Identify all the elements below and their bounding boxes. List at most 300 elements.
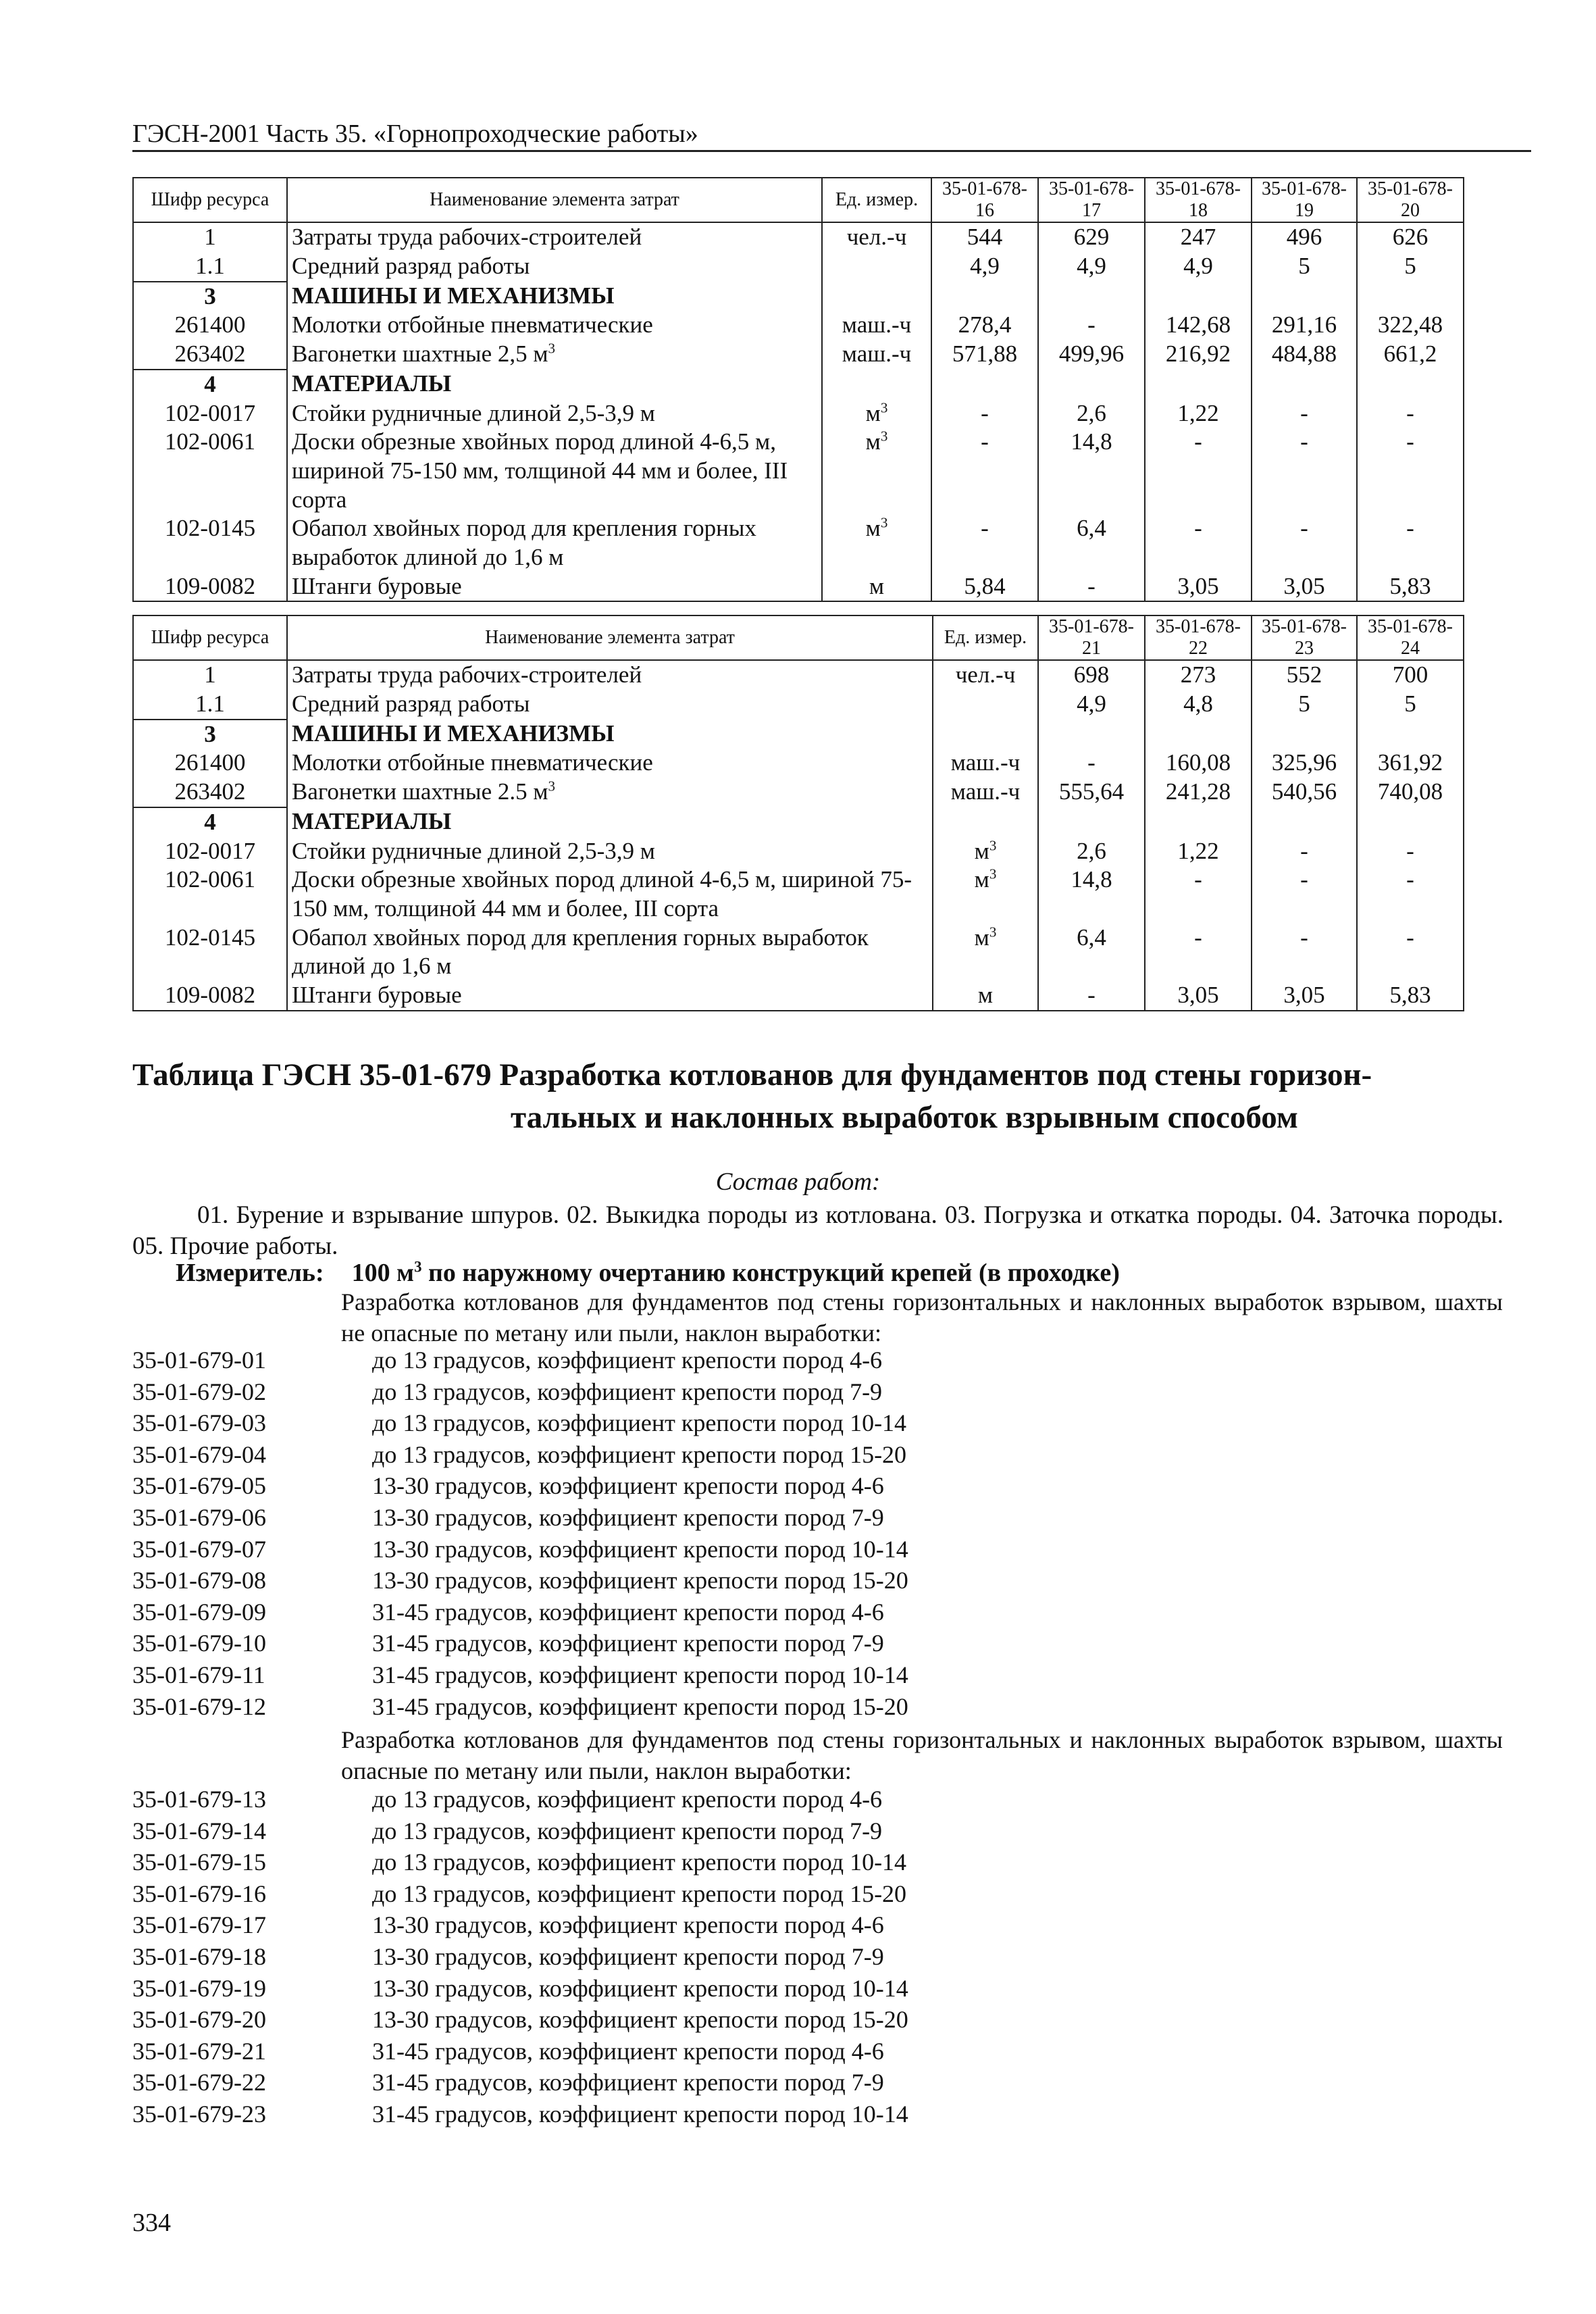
cell-name-text: Доски обрезные хвойных пород длиной 4-6,5 м, шириной 75-150 мм, толщиной 44 мм и более, III сорта <box>292 866 912 922</box>
item-text: до 13 градусов, коэффициент крепости пород 7-9 <box>372 1378 883 1405</box>
cell-value: 6,4 <box>1038 514 1145 572</box>
item-code: 35-01-679-11 <box>132 1661 265 1688</box>
cell-unit <box>933 778 1038 807</box>
cell-value: - <box>1252 924 1357 981</box>
cell-unit-text: м <box>974 866 989 893</box>
cell-value <box>1357 807 1464 837</box>
group-2-list <box>132 1784 908 2130</box>
table-row <box>133 924 1464 981</box>
table-row <box>133 340 1464 370</box>
cell-value: 544 <box>931 222 1038 252</box>
list-item <box>132 1973 908 2005</box>
cell-value <box>1038 282 1145 311</box>
cell-code: 1.1 <box>133 690 287 720</box>
cell-value: 2,6 <box>1038 837 1145 866</box>
table-title-line-2: тальных и наклонных выработок взрывным способом <box>511 1100 1298 1136</box>
item-text: до 13 градусов, коэффициент крепости пород 10-14 <box>372 1409 907 1437</box>
cell-unit-sup: 3 <box>989 923 997 940</box>
cell-name-text: Штанги буровые <box>292 572 462 599</box>
measure-desc: по наружному очертанию конструкций крепей (в проходке) <box>421 1259 1120 1287</box>
cell-name-text: МАШИНЫ И МЕХАНИЗМЫ <box>292 720 615 747</box>
item-text: до 13 градусов, коэффициент крепости пород 7-9 <box>372 1817 883 1844</box>
cell-unit <box>822 340 931 370</box>
cell-name <box>287 222 822 252</box>
cell-code: 102-0017 <box>133 837 287 866</box>
cell-unit-sup: 3 <box>989 836 997 853</box>
list-item <box>132 1878 908 1910</box>
header-rate-code: 35-01-678-17 <box>1038 178 1145 222</box>
item-code: 35-01-679-07 <box>132 1535 266 1563</box>
cell-value: 241,28 <box>1145 778 1252 807</box>
table-header-row <box>133 178 1464 222</box>
cell-name-text: МАШИНЫ И МЕХАНИЗМЫ <box>292 282 615 309</box>
cell-name <box>287 311 822 340</box>
cell-value <box>1252 720 1357 749</box>
section-row <box>133 370 1464 399</box>
cell-value: 496 <box>1252 222 1357 252</box>
item-code: 35-01-679-09 <box>132 1598 266 1626</box>
cell-name-sup: 3 <box>548 340 555 357</box>
item-text: 13-30 градусов, коэффициент крепости пород 7-9 <box>372 1503 884 1531</box>
cell-name <box>287 428 822 514</box>
cell-name <box>287 807 933 837</box>
item-text: 13-30 градусов, коэффициент крепости пород 10-14 <box>372 1974 908 2002</box>
cell-value: - <box>1252 514 1357 572</box>
cell-name-text: Средний разряд работы <box>292 253 530 280</box>
list-item <box>132 1439 908 1471</box>
measure-unit-sup: 3 <box>414 1258 422 1276</box>
cell-unit-text: м <box>865 428 881 455</box>
item-code: 35-01-679-16 <box>132 1880 266 1907</box>
item-text: 31-45 градусов, коэффициент крепости пород 7-9 <box>372 1630 884 1657</box>
cell-value: - <box>1357 924 1464 981</box>
cell-unit <box>822 311 931 340</box>
cell-name <box>287 837 933 866</box>
cell-unit <box>933 981 1038 1011</box>
cell-name <box>287 399 822 428</box>
list-item <box>132 1941 908 1973</box>
cell-unit <box>822 252 931 282</box>
cell-value: - <box>1252 865 1357 923</box>
cell-value: 247 <box>1145 222 1252 252</box>
item-code: 35-01-679-17 <box>132 1911 266 1939</box>
cell-value: 5 <box>1357 690 1464 720</box>
cell-value <box>1145 807 1252 837</box>
cell-name <box>287 924 933 981</box>
cell-value <box>1145 720 1252 749</box>
header-rate-code: 35-01-678-22 <box>1145 615 1252 660</box>
item-text: 13-30 градусов, коэффициент крепости пород 7-9 <box>372 1942 884 1970</box>
list-item <box>132 2036 908 2067</box>
cell-code: 261400 <box>133 311 287 340</box>
cell-unit-text: м <box>869 572 885 599</box>
cell-unit-text: м <box>974 837 989 864</box>
cell-unit <box>822 370 931 399</box>
table-title <box>132 1054 1503 1140</box>
cell-code: 3 <box>133 282 287 311</box>
page-number: 334 <box>132 2209 171 2237</box>
cell-unit <box>822 514 931 572</box>
table-row <box>133 311 1464 340</box>
item-code: 35-01-679-06 <box>132 1503 266 1531</box>
cell-name-text: МАТЕРИАЛЫ <box>292 370 452 397</box>
cell-value: 5 <box>1357 252 1464 282</box>
header-rule <box>132 150 1531 152</box>
cell-unit-text: м <box>974 924 989 951</box>
cell-unit-text: маш.-ч <box>950 749 1021 776</box>
header-unit: Ед. измер. <box>933 615 1038 660</box>
list-item <box>132 1909 908 1941</box>
cell-value: 5,83 <box>1357 981 1464 1011</box>
table-row <box>133 399 1464 428</box>
list-item <box>132 1596 908 1628</box>
cell-name <box>287 865 933 923</box>
cell-value: 1,22 <box>1145 399 1252 428</box>
table-row <box>133 222 1464 252</box>
section-row <box>133 282 1464 311</box>
item-code: 35-01-679-21 <box>132 2037 266 2065</box>
cell-unit <box>933 690 1038 720</box>
cell-name <box>287 514 822 572</box>
cell-value: 325,96 <box>1252 749 1357 778</box>
cell-code: 3 <box>133 720 287 749</box>
item-code: 35-01-679-13 <box>132 1786 266 1813</box>
cell-code: 261400 <box>133 749 287 778</box>
item-text: 31-45 градусов, коэффициент крепости пород 7-9 <box>372 2069 884 2096</box>
cell-code: 109-0082 <box>133 981 287 1011</box>
cell-unit-sup: 3 <box>880 428 888 445</box>
cell-code: 4 <box>133 807 287 837</box>
item-code: 35-01-679-05 <box>132 1472 266 1500</box>
item-text: 13-30 градусов, коэффициент крепости пород 10-14 <box>372 1535 908 1563</box>
cell-value <box>931 282 1038 311</box>
cell-value: 499,96 <box>1038 340 1145 370</box>
cell-value: 626 <box>1357 222 1464 252</box>
cell-name <box>287 981 933 1011</box>
running-header: ГЭСН-2001 Часть 35. «Горнопроходческие работы» <box>132 120 698 148</box>
cell-value: - <box>1038 981 1145 1011</box>
item-text: до 13 градусов, коэффициент крепости пород 10-14 <box>372 1848 907 1876</box>
table-title-line-1: Таблица ГЭСН 35-01-679 Разработка котлованов для фундаментов под стены горизон- <box>132 1057 1372 1092</box>
cell-unit-text: м <box>865 399 881 426</box>
cell-name-text: Доски обрезные хвойных пород длиной 4-6,5 м, шириной 75-150 мм, толщиной 44 мм и более, III сорта <box>292 428 788 513</box>
cell-unit <box>822 222 931 252</box>
cell-value: 14,8 <box>1038 865 1145 923</box>
table-row <box>133 690 1464 720</box>
cell-code: 1.1 <box>133 252 287 282</box>
item-code: 35-01-679-01 <box>132 1347 266 1374</box>
cell-name <box>287 778 933 807</box>
cell-value: 700 <box>1357 660 1464 690</box>
cell-value: 142,68 <box>1145 311 1252 340</box>
cell-value: - <box>931 399 1038 428</box>
section-row <box>133 807 1464 837</box>
cell-value: - <box>1038 311 1145 340</box>
cell-value: - <box>931 428 1038 514</box>
header-name: Наименование элемента затрат <box>287 615 933 660</box>
cell-unit-text: маш.-ч <box>950 778 1021 805</box>
item-text: 13-30 градусов, коэффициент крепости пород 15-20 <box>372 2006 908 2034</box>
cell-name <box>287 572 822 602</box>
list-item <box>132 1784 908 1815</box>
cell-name <box>287 370 822 399</box>
cell-value: - <box>1357 428 1464 514</box>
cell-unit <box>933 837 1038 866</box>
list-item <box>132 1659 908 1691</box>
cell-value: 698 <box>1038 660 1145 690</box>
cell-value: 4,9 <box>1145 252 1252 282</box>
cell-code: 102-0145 <box>133 514 287 572</box>
cell-value: 322,48 <box>1357 311 1464 340</box>
cell-unit <box>933 807 1038 837</box>
cell-code: 102-0145 <box>133 924 287 981</box>
cell-value <box>1357 282 1464 311</box>
cell-name-text: Средний разряд работы <box>292 690 530 718</box>
cell-name <box>287 282 822 311</box>
cell-value: 555,64 <box>1038 778 1145 807</box>
cell-value: 540,56 <box>1252 778 1357 807</box>
cell-unit <box>933 749 1038 778</box>
list-item <box>132 1534 908 1565</box>
cell-value <box>1252 807 1357 837</box>
list-item <box>132 1628 908 1659</box>
cell-unit-sup: 3 <box>880 514 888 531</box>
header-rate-code: 35-01-678-21 <box>1038 615 1145 660</box>
cell-value: 3,05 <box>1252 981 1357 1011</box>
table-header-row <box>133 615 1464 660</box>
cell-value <box>1038 807 1145 837</box>
cell-value: 4,8 <box>1145 690 1252 720</box>
table-row <box>133 837 1464 866</box>
list-item <box>132 1376 908 1408</box>
cell-name <box>287 720 933 749</box>
cell-value: - <box>1145 924 1252 981</box>
cell-value: 160,08 <box>1145 749 1252 778</box>
cell-value: 5,84 <box>931 572 1038 602</box>
cell-value: - <box>1145 865 1252 923</box>
item-code: 35-01-679-08 <box>132 1567 266 1594</box>
cell-code: 263402 <box>133 340 287 370</box>
cell-value: 6,4 <box>1038 924 1145 981</box>
cell-code: 1 <box>133 222 287 252</box>
group-1-title: Разработка котлованов для фундаментов под стены горизонтальных и наклонных выработок взрывом, шахты не опасные по метану или пыли, наклон выработки: <box>341 1288 1503 1347</box>
cell-value: 216,92 <box>1145 340 1252 370</box>
cell-value <box>1038 370 1145 399</box>
cell-value <box>1252 282 1357 311</box>
item-text: 31-45 градусов, коэффициент крепости пород 4-6 <box>372 1598 884 1626</box>
cell-value: - <box>1038 572 1145 602</box>
item-code: 35-01-679-23 <box>132 2100 266 2128</box>
cell-code: 263402 <box>133 778 287 807</box>
list-item <box>132 1846 908 1878</box>
cell-name-text: Затраты труда рабочих-строителей <box>292 661 642 688</box>
item-text: 31-45 градусов, коэффициент крепости пород 4-6 <box>372 2037 884 2065</box>
cell-value: 740,08 <box>1357 778 1464 807</box>
cell-name-text: Вагонетки шахтные 2.5 м <box>292 778 548 805</box>
cell-unit-sup: 3 <box>880 399 888 416</box>
cell-code: 102-0061 <box>133 428 287 514</box>
cell-name <box>287 660 933 690</box>
cell-value: 278,4 <box>931 311 1038 340</box>
measure-line <box>176 1258 1120 1288</box>
measure-unit: 100 м <box>351 1259 415 1287</box>
list-item <box>132 1815 908 1847</box>
cell-value: 629 <box>1038 222 1145 252</box>
group-1-list <box>132 1344 908 1722</box>
cell-value <box>1252 370 1357 399</box>
cell-unit-text: м <box>865 515 881 542</box>
header-rate-code: 35-01-678-20 <box>1357 178 1464 222</box>
cell-value: 552 <box>1252 660 1357 690</box>
item-code: 35-01-679-20 <box>132 2006 266 2034</box>
header-unit: Ед. измер. <box>822 178 931 222</box>
cell-unit-text: чел.-ч <box>955 661 1016 688</box>
cell-unit-text: м <box>977 981 994 1008</box>
composition-label: Состав работ: <box>715 1168 881 1196</box>
cell-value: - <box>1252 837 1357 866</box>
item-code: 35-01-679-22 <box>132 2069 266 2096</box>
resource-table-1 <box>132 177 1464 602</box>
list-item <box>132 1470 908 1502</box>
table-row <box>133 778 1464 807</box>
cell-name-text: Обапол хвойных пород для крепления горных выработок длиной до 1,6 м <box>292 515 756 570</box>
cell-value: 3,05 <box>1252 572 1357 602</box>
resource-table-2 <box>132 615 1464 1011</box>
table-row <box>133 572 1464 602</box>
cell-unit <box>822 399 931 428</box>
cell-unit <box>933 660 1038 690</box>
header-rate-code: 35-01-678-16 <box>931 178 1038 222</box>
item-code: 35-01-679-02 <box>132 1378 266 1405</box>
item-code: 35-01-679-12 <box>132 1692 266 1720</box>
item-text: 13-30 градусов, коэффициент крепости пород 4-6 <box>372 1911 884 1939</box>
cell-name-text: Молотки отбойные пневматические <box>292 311 653 338</box>
item-text: 31-45 градусов, коэффициент крепости пород 10-14 <box>372 2100 908 2128</box>
cell-value: - <box>1038 749 1145 778</box>
table-row <box>133 514 1464 572</box>
list-item <box>132 1691 908 1723</box>
header-code: Шифр ресурса <box>133 615 287 660</box>
measure-label: Измеритель: <box>176 1259 324 1287</box>
cell-name-text: Затраты труда рабочих-строителей <box>292 224 642 251</box>
header-name: Наименование элемента затрат <box>287 178 822 222</box>
cell-value: 273 <box>1145 660 1252 690</box>
cell-value: - <box>1145 514 1252 572</box>
cell-value: 291,16 <box>1252 311 1357 340</box>
cell-value <box>1357 720 1464 749</box>
cell-value: 661,2 <box>1357 340 1464 370</box>
cell-value: 3,05 <box>1145 572 1252 602</box>
cell-value: - <box>1252 428 1357 514</box>
cell-value: 4,9 <box>1038 252 1145 282</box>
cell-name-text: Стойки рудничные длиной 2,5-3,9 м <box>292 837 655 864</box>
cell-value: 5 <box>1252 252 1357 282</box>
table-row <box>133 865 1464 923</box>
cell-name-text: Обапол хвойных пород для крепления горных выработок длиной до 1,6 м <box>292 924 869 980</box>
table-row <box>133 428 1464 514</box>
cell-value: 5 <box>1252 690 1357 720</box>
cell-unit <box>822 572 931 602</box>
composition-text: 01. Бурение и взрывание шпуров. 02. Выкидка породы из котлована. 03. Погрузка и откатка породы. 04. Заточка породы. 05. Прочие работы. <box>132 1201 1503 1261</box>
cell-name-text: Стойки рудничные длиной 2,5-3,9 м <box>292 399 655 426</box>
table-row <box>133 252 1464 282</box>
cell-code: 102-0061 <box>133 865 287 923</box>
item-text: 31-45 градусов, коэффициент крепости пород 15-20 <box>372 1692 908 1720</box>
item-text: до 13 градусов, коэффициент крепости пород 4-6 <box>372 1347 883 1374</box>
item-text: до 13 градусов, коэффициент крепости пород 4-6 <box>372 1786 883 1813</box>
cell-value: - <box>1357 399 1464 428</box>
item-code: 35-01-679-10 <box>132 1630 266 1657</box>
cell-code: 102-0017 <box>133 399 287 428</box>
cell-name-text: Вагонетки шахтные 2,5 м <box>292 341 548 368</box>
list-item <box>132 2098 908 2130</box>
item-code: 35-01-679-14 <box>132 1817 266 1844</box>
cell-name <box>287 690 933 720</box>
cell-value: 1,22 <box>1145 837 1252 866</box>
cell-value: - <box>1357 514 1464 572</box>
cell-unit <box>933 865 1038 923</box>
cell-code: 1 <box>133 660 287 690</box>
cell-value: 2,6 <box>1038 399 1145 428</box>
list-item <box>132 1344 908 1376</box>
list-item <box>132 1407 908 1439</box>
cell-value <box>931 370 1038 399</box>
list-item <box>132 2004 908 2036</box>
cell-unit-text: маш.-ч <box>842 341 912 368</box>
cell-value: 361,92 <box>1357 749 1464 778</box>
cell-name <box>287 252 822 282</box>
list-item <box>132 1565 908 1596</box>
group-2-title: Разработка котлованов для фундаментов под стены горизонтальных и наклонных выработок взрывом, шахты опасные по метану или пыли, наклон выработки: <box>341 1726 1503 1785</box>
cell-value: 14,8 <box>1038 428 1145 514</box>
cell-name-sup: 3 <box>548 778 555 795</box>
cell-unit <box>822 428 931 514</box>
item-text: 13-30 градусов, коэффициент крепости пород 4-6 <box>372 1472 884 1500</box>
item-code: 35-01-679-15 <box>132 1848 266 1876</box>
cell-value <box>1145 282 1252 311</box>
item-code: 35-01-679-04 <box>132 1440 266 1468</box>
cell-value: - <box>1145 428 1252 514</box>
header-rate-code: 35-01-678-24 <box>1357 615 1464 660</box>
section-row <box>133 720 1464 749</box>
header-code: Шифр ресурса <box>133 178 287 222</box>
cell-unit-text: маш.-ч <box>842 311 912 338</box>
cell-value: - <box>931 514 1038 572</box>
cell-value: - <box>1357 865 1464 923</box>
cell-value: 571,88 <box>931 340 1038 370</box>
list-item <box>132 1502 908 1534</box>
header-rate-code: 35-01-678-18 <box>1145 178 1252 222</box>
cell-value <box>1145 370 1252 399</box>
cell-value: 4,9 <box>931 252 1038 282</box>
cell-value: 4,9 <box>1038 690 1145 720</box>
table-row <box>133 981 1464 1011</box>
item-code: 35-01-679-03 <box>132 1409 266 1437</box>
item-text: до 13 градусов, коэффициент крепости пород 15-20 <box>372 1440 907 1468</box>
item-code: 35-01-679-19 <box>132 1974 266 2002</box>
cell-value <box>1038 720 1145 749</box>
cell-value: 3,05 <box>1145 981 1252 1011</box>
cell-code: 109-0082 <box>133 572 287 602</box>
cell-value: - <box>1252 399 1357 428</box>
cell-unit-sup: 3 <box>989 865 997 882</box>
cell-name-text: Штанги буровые <box>292 981 462 1008</box>
table-row <box>133 660 1464 690</box>
cell-value: 5,83 <box>1357 572 1464 602</box>
header-rate-code: 35-01-678-23 <box>1252 615 1357 660</box>
cell-unit <box>933 924 1038 981</box>
cell-name <box>287 340 822 370</box>
